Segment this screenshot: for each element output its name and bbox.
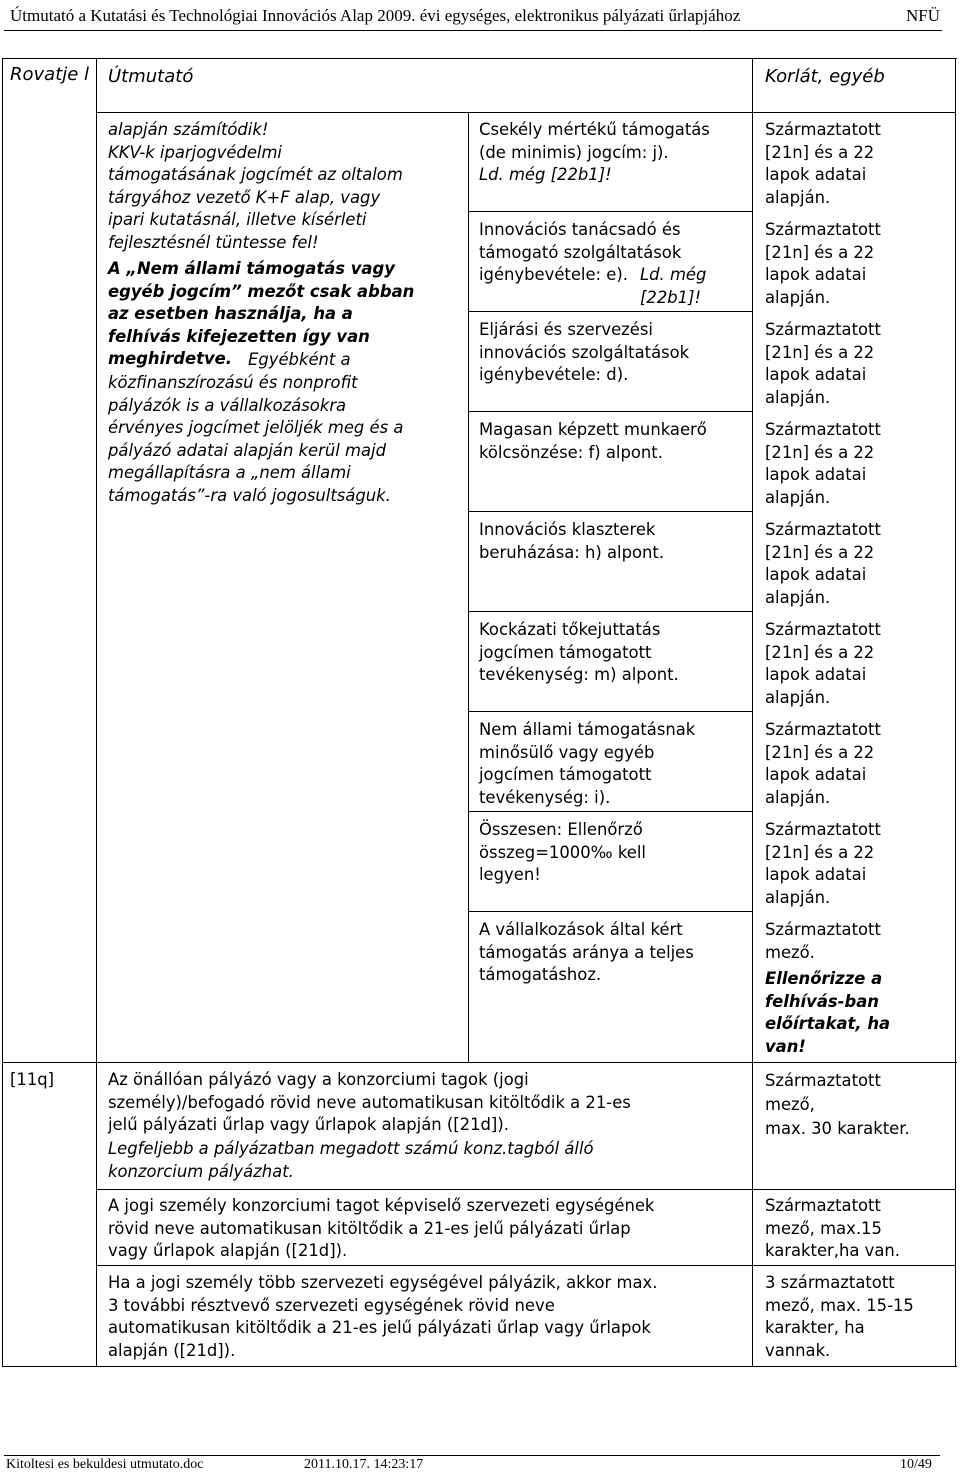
item-divider (468, 511, 753, 512)
col-divider-3 (752, 58, 753, 1367)
table-border-left (2, 58, 3, 1367)
row2-limit-1: Származtatott mező, max. 30 karakter. (765, 1071, 910, 1138)
document-title: Útmutató a Kutatási és Technológiai Innovációs Alap 2009. évi egységes, elektronikus pályázati űrlapjához (10, 6, 741, 25)
table-border-top (2, 58, 957, 59)
item-divider (468, 811, 753, 812)
footer-date: 2011.10.17. 14:23:17 (304, 1457, 424, 1472)
guide-text-b: A „Nem állami támogatás vagy egyéb jogcím” mezőt csak abban az esetben használja, ha a felhívás kifejezetten így van meghirdetve. (108, 259, 415, 369)
item-limit: Származtatott [21n] és a 22 lapok adatai alapján. (765, 220, 881, 307)
header-org: NFÜ (905, 6, 940, 25)
item-ref: Ld. még [22b1]! (640, 265, 707, 307)
item-limit: Származtatott [21n] és a 22 lapok adatai alapján. (765, 820, 881, 907)
item-text: Magasan képzett munkaerő kölcsönzése: f) alpont. (479, 420, 707, 462)
col-divider-2 (468, 112, 469, 1062)
col-header-limit: Korlát, egyéb (765, 66, 885, 87)
item-limit: Származtatott [21n] és a 22 lapok adatai alapján. (765, 720, 881, 807)
row-divider-3 (96, 1265, 956, 1266)
item-text: A vállalkozások által kért támogatás aránya a teljes támogatáshoz. (479, 920, 694, 984)
row2-text-1: Az önállóan pályázó vagy a konzorciumi tagok (jogi személy)/befogadó rövid neve automatikusan kitöltődik a 21-es jelű pályázati űrlap vagy űrlapok alapján ([21d]). (108, 1070, 631, 1134)
item-divider (468, 711, 753, 712)
item-divider (468, 411, 753, 412)
col-divider-1 (96, 58, 97, 1367)
table-border-bottom (2, 1366, 957, 1367)
item-text: Eljárási és szervezési innovációs szolgáltatások igénybevétele: d). (479, 320, 690, 384)
item-divider (468, 311, 753, 312)
item-limit: Származtatott mező. (765, 920, 881, 962)
item-text: Kockázati tőkejuttatás jogcímen támogatott tevékenység: m) alpont. (479, 620, 679, 684)
item-text: Innovációs klaszterek beruházása: h) alpont. (479, 520, 665, 562)
row-divider-2 (96, 1189, 956, 1190)
footer-rule (4, 1455, 940, 1456)
item-text: Nem állami támogatásnak minősülő vagy egyéb jogcímen támogatott tevékenység: i). (479, 720, 696, 807)
header-divider (96, 112, 956, 113)
item-text: Összesen: Ellenőrző összeg=1000‰ kell legyen! (479, 820, 646, 884)
col-header-code: Rovatje l (10, 64, 90, 85)
item-divider (468, 911, 753, 912)
item-ref: Ld. még [22b1]! (479, 165, 612, 184)
item-divider (468, 611, 753, 612)
col-header-guide: Útmutató (108, 66, 194, 87)
guide-text-a: alapján számítódik! KKV-k iparjogvédelmi támogatásának jogcímét az oltalom tárgyához vezető K+F alap, vagy ipari kutatásnál, illetve kísérleti fejlesztésnél tüntesse fel! (108, 120, 403, 252)
row2-limit-2: Származtatott mező, max.15 karakter,ha van. (765, 1196, 900, 1260)
footer-filename: Kitoltesi es bekuldesi utmutato.doc (6, 1457, 204, 1472)
row2-text-3: Ha a jogi személy több szervezeti egységével pályázik, akkor max. 3 további résztvevő szervezeti egységének rövid neve automatikusan kitöltődik a 21-es jelű pályázati űrlap vagy űrlapok alapján ([21d]). (108, 1273, 658, 1360)
item-limit: Származtatott [21n] és a 22 lapok adatai alapján. (765, 520, 881, 607)
item-text: Innovációs tanácsadó és támogató szolgáltatások igénybevétele: e). (479, 220, 682, 284)
row2-text-1-italic: Legfeljebb a pályázatban megadott számú konz.tagból álló konzorcium pályázhat. (108, 1139, 594, 1181)
item-limit: Származtatott [21n] és a 22 lapok adatai alapján. (765, 120, 881, 207)
guide-text-c1: Egyébként a (248, 350, 351, 369)
table-border-right (955, 58, 956, 1367)
item-divider (468, 211, 753, 212)
row2-limit-3: 3 származtatott mező, max. 15-15 karakter, ha vannak. (765, 1273, 914, 1360)
guide-text-c2: közfinanszírozású és nonprofit pályázók is a vállalkozásokra érvényes jogcímet jelöljék meg és a pályázó adatai alapján kerül majd megállapításra a „nem állami támogatás”-ra való jogosultságuk. (108, 373, 404, 505)
item-text: Csekély mértékű támogatás (de minimis) jogcím: j). (479, 120, 710, 162)
footer-page-number: 10/49 (900, 1457, 932, 1472)
row-divider-1 (2, 1062, 957, 1063)
item-limit: Származtatott [21n] és a 22 lapok adatai alapján. (765, 420, 881, 507)
item-limit: Származtatott [21n] és a 22 lapok adatai alapján. (765, 320, 881, 407)
item-limit: Származtatott [21n] és a 22 lapok adatai alapján. (765, 620, 881, 707)
item-limit-warning: Ellenőrizze a felhívás-ban előírtakat, ha van! (765, 969, 891, 1056)
field-code: [11q] (10, 1070, 55, 1089)
row2-text-2: A jogi személy konzorciumi tagot képviselő szervezeti egységének rövid neve automatikusan kitöltődik a 21-es jelű pályázati űrlap vagy űrlapok alapján ([21d]). (108, 1196, 655, 1260)
